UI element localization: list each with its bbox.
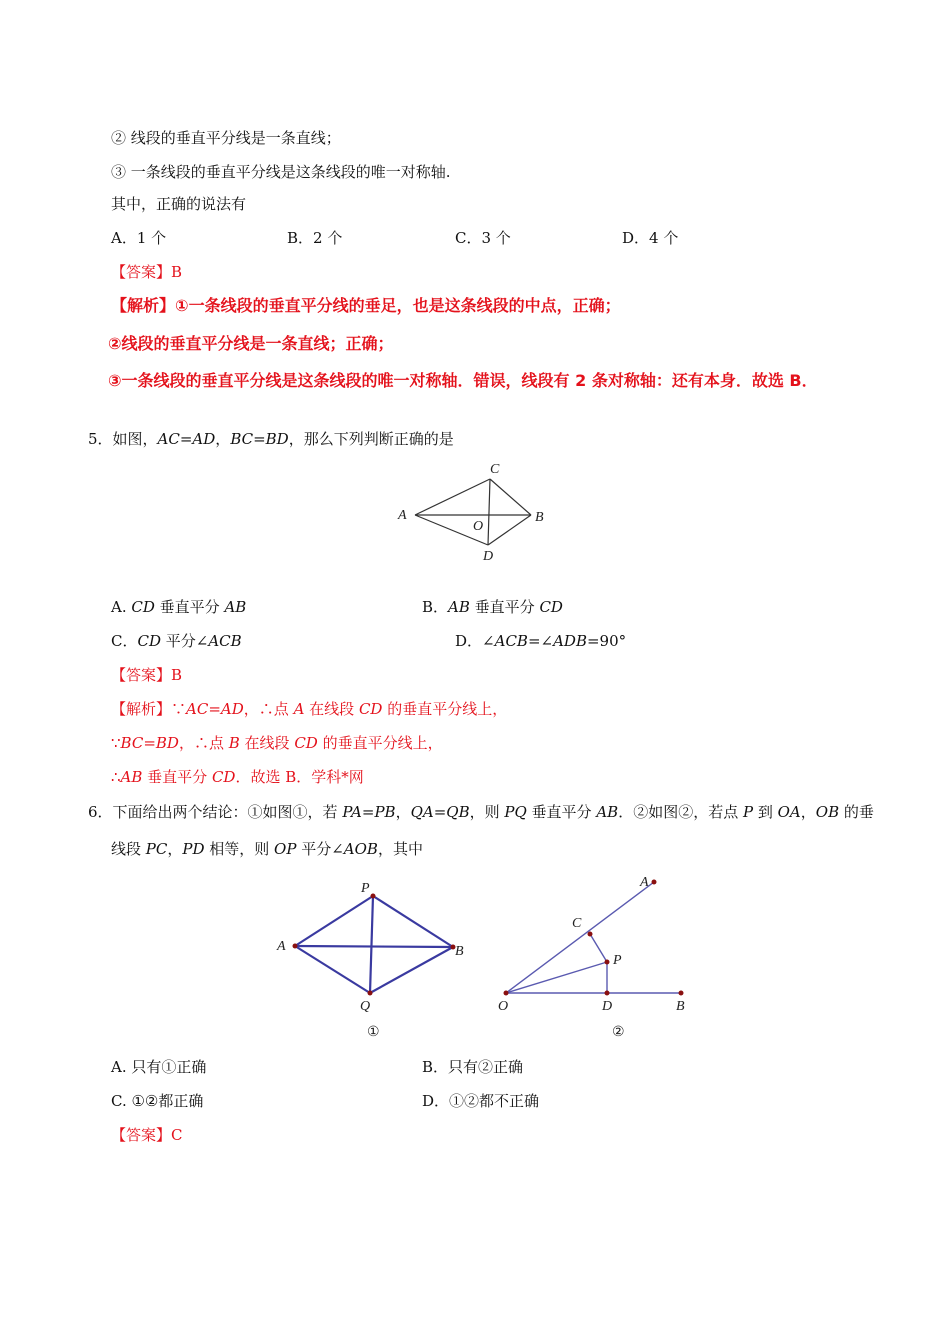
segment-ab <box>295 946 453 947</box>
q5-answer <box>111 665 182 685</box>
q5-figure <box>385 455 560 565</box>
segment-aq <box>295 946 370 993</box>
opt-text: =90° <box>586 632 627 650</box>
t: 垂直平分 <box>142 768 212 786</box>
q4-analysis-3: ③一条线段的垂直平分线是这条线段的唯一对称轴．错误，线段有 2 条对称轴：还有本身．故选 B． <box>108 371 818 390</box>
label-b: B <box>535 510 544 525</box>
label-b: B <box>455 944 464 959</box>
label-o: O <box>473 519 484 534</box>
q4-option-b: B．2 个 <box>287 229 343 247</box>
q5-analysis-1 <box>111 699 507 719</box>
m: AOB <box>343 840 378 858</box>
opt-text: 垂直平分 <box>154 598 225 616</box>
q6-option-b: B．只有②正确 <box>422 1058 524 1076</box>
t: ，其中 <box>377 840 423 858</box>
m: AC=AD <box>186 700 244 718</box>
q5-option-a <box>111 597 246 617</box>
label-p: P <box>361 881 370 896</box>
q6-option-d: D．①②都不正确 <box>422 1092 540 1110</box>
analysis-tag: 【解析】 <box>111 700 172 718</box>
opt-text: =∠ <box>527 632 554 650</box>
t: ， <box>167 840 183 858</box>
q6-stem-line1 <box>88 802 874 822</box>
t: ，则 <box>469 803 505 821</box>
figure-number-1: ① <box>367 1025 380 1040</box>
q5-option-d <box>455 631 626 651</box>
t: ∵ <box>111 734 121 752</box>
m: PQ <box>504 803 527 821</box>
t: ，∴点 <box>178 734 229 752</box>
label-p: P <box>613 953 622 968</box>
q6-option-a: A. 只有①正确 <box>111 1058 207 1076</box>
analysis-text: ①一条线段的垂直平分线的垂足，也是这条线段的中点，正确； <box>175 296 621 315</box>
label-q: Q <box>360 999 371 1014</box>
q4-statement-3: ③ 一条线段的垂直平分线是这条线段的唯一对称轴. <box>111 163 451 181</box>
point-b <box>679 991 684 996</box>
segment-cd <box>488 479 490 545</box>
point-p <box>371 894 376 899</box>
label-o: O <box>498 999 509 1014</box>
opt-prefix: A. <box>111 598 132 616</box>
q4-analysis-2: ②线段的垂直平分线是一条直线；正确； <box>108 334 394 353</box>
m: CD <box>294 734 318 752</box>
opt-prefix: B． <box>422 598 449 616</box>
m: B <box>228 734 240 752</box>
opt-text: 平分∠ <box>161 632 209 650</box>
t: 的垂 <box>839 803 874 821</box>
segment-bq <box>370 947 453 993</box>
q4-option-c: C．3 个 <box>455 229 511 247</box>
opt-math: AB <box>224 598 247 616</box>
answer-tag: 【答案】 <box>111 263 172 281</box>
segment-pq <box>370 896 373 993</box>
segment-cb <box>490 479 531 515</box>
q5-option-c <box>111 631 242 651</box>
t: 平分∠ <box>296 840 344 858</box>
point-a <box>652 880 657 885</box>
q5-cond-1: AC=AD <box>157 430 216 448</box>
ray-oa <box>506 882 654 993</box>
q5-number: 5．如图， <box>88 430 158 448</box>
t: ，∴点 <box>243 700 294 718</box>
opt-math: ACB <box>494 632 528 650</box>
segment-pa <box>295 896 373 946</box>
m: QA=QB <box>410 803 470 821</box>
t: 6．下面给出两个结论：①如图①，若 <box>88 803 343 821</box>
q5-tail: ，那么下列判断正确的是 <box>288 430 454 448</box>
q5-stem <box>88 429 454 449</box>
segment-pb <box>373 896 453 947</box>
t: 在线段 <box>304 700 359 718</box>
m: P <box>742 803 754 821</box>
segment-bd <box>488 515 531 545</box>
q4-stem: 其中，正确的说法有 <box>111 195 247 213</box>
t: ∵ <box>171 700 187 718</box>
q6-answer <box>111 1125 183 1145</box>
q5-analysis-2 <box>111 733 443 753</box>
opt-math: CD <box>539 598 563 616</box>
q6-figure-2 <box>490 870 700 1045</box>
opt-text: 垂直平分 <box>469 598 540 616</box>
answer-tag: 【答案】 <box>111 666 172 684</box>
label-c: C <box>572 916 582 931</box>
point-p <box>605 960 610 965</box>
q6-stem-line2 <box>111 839 423 859</box>
q5-analysis-3 <box>111 767 364 787</box>
t: 到 <box>753 803 778 821</box>
m: OP <box>274 840 297 858</box>
figure-number-2: ② <box>612 1025 625 1040</box>
q4-analysis-1 <box>111 296 621 316</box>
label-c: C <box>490 462 500 477</box>
m: PA=PB <box>342 803 396 821</box>
opt-math: AB <box>448 598 470 616</box>
opt-math: CD <box>137 632 161 650</box>
q5-sep: ， <box>215 430 231 448</box>
m: PC <box>145 840 168 858</box>
opt-math: CD <box>131 598 155 616</box>
point-o <box>504 991 509 996</box>
point-c <box>588 932 593 937</box>
t: 在线段 <box>239 734 295 752</box>
answer-value: C <box>171 1126 183 1144</box>
label-a: A <box>277 939 286 954</box>
label-d: D <box>483 549 494 564</box>
opt-math: ACB <box>208 632 242 650</box>
t: 的垂直平分线上， <box>317 734 443 752</box>
t: ．②如图②，若点 <box>618 803 743 821</box>
answer-value: B <box>171 263 183 281</box>
m: AB <box>596 803 619 821</box>
m: PD <box>182 840 205 858</box>
t: ∴ <box>111 768 121 786</box>
q4-option-d: D．4 个 <box>622 229 679 247</box>
t: 的垂直平分线上， <box>382 700 508 718</box>
t: ．故选 B．学科*网 <box>235 768 364 786</box>
m: BC=BD <box>120 734 179 752</box>
label-d: D <box>602 999 613 1014</box>
q5-cond-2: BC=BD <box>230 430 289 448</box>
t: 垂直平分 <box>526 803 597 821</box>
t: ， <box>800 803 816 821</box>
point-q <box>368 991 373 996</box>
q5-option-b <box>422 597 563 617</box>
t: ， <box>395 803 411 821</box>
t: 线段 <box>111 840 146 858</box>
q6-option-c: C. ①②都正确 <box>111 1092 204 1110</box>
m: AB <box>120 768 143 786</box>
m: OB <box>815 803 840 821</box>
opt-prefix: C． <box>111 632 138 650</box>
q6-figure-1 <box>270 875 470 1045</box>
answer-tag: 【答案】 <box>111 1126 172 1144</box>
point-d <box>605 991 610 996</box>
point-a <box>293 944 298 949</box>
m: CD <box>211 768 236 786</box>
opt-math: ADB <box>553 632 587 650</box>
answer-value: B <box>171 666 183 684</box>
t: 相等，则 <box>204 840 275 858</box>
segment-pc <box>590 934 607 962</box>
segment-op <box>506 962 607 993</box>
label-a: A <box>640 875 649 890</box>
q4-answer <box>111 262 182 282</box>
label-b: B <box>676 999 685 1014</box>
q4-option-a: A．1 个 <box>111 229 167 247</box>
label-a: A <box>398 508 407 523</box>
opt-prefix: D．∠ <box>455 632 495 650</box>
m: CD <box>358 700 383 718</box>
segment-ac <box>415 479 490 515</box>
m: OA <box>777 803 801 821</box>
q4-statement-2: ② 线段的垂直平分线是一条直线； <box>111 129 341 147</box>
m: A <box>293 700 305 718</box>
analysis-tag: 【解析】 <box>111 296 176 315</box>
